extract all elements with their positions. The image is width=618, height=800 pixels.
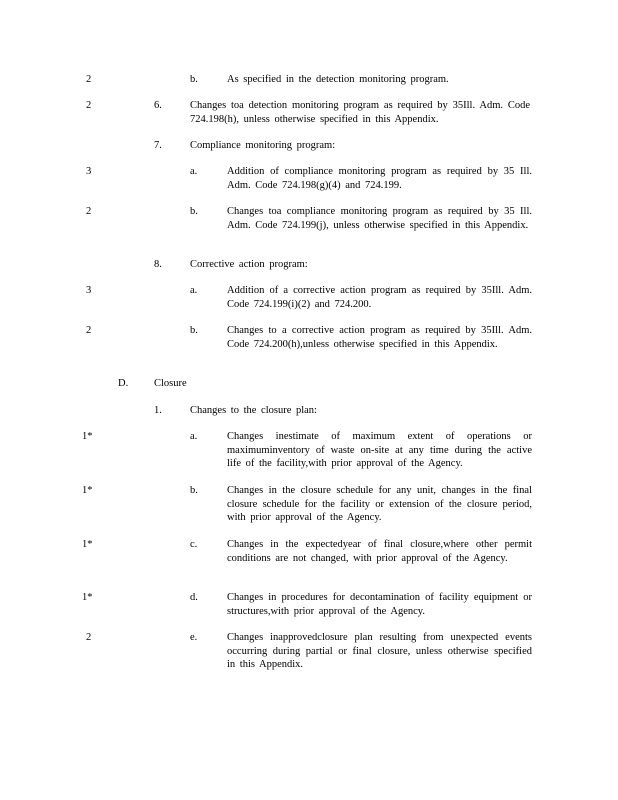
item-text: As specified in the detection monitoring program.	[227, 74, 449, 85]
item-marker: 7.	[154, 140, 162, 151]
item-marker: 1.	[154, 405, 162, 416]
item-text: Addition of a corrective action program as required by 35Ill. Adm. Code 724.199(i)(2) and 724.200.	[227, 285, 532, 310]
item-text: Addition of compliance monitoring program as required by 35 Ill. Adm. Code 724.198(g)(4) and 724.199.	[227, 166, 532, 191]
class-number: 2	[86, 206, 92, 217]
item-marker: c.	[190, 539, 198, 550]
class-number: 3	[86, 285, 92, 296]
item-marker: e.	[190, 632, 198, 643]
item-text: Changes inapprovedclosure plan resulting from unexpected events occurring during partial or final closure, unless otherwise specified in this Appendix.	[227, 632, 532, 671]
class-number: 3	[86, 166, 92, 177]
class-number: 2	[86, 632, 92, 643]
item-text: Changes to the closure plan:	[190, 405, 317, 416]
class-number: 2	[86, 325, 92, 336]
item-text: Changes toa compliance monitoring program as required by 35 Ill. Adm. Code 724.199(j), unless otherwise specified in this Appendix.	[227, 206, 532, 231]
item-marker: b.	[190, 325, 198, 336]
item-marker: a.	[190, 166, 198, 177]
class-number: 1*	[82, 592, 93, 603]
section-marker: D.	[118, 378, 129, 389]
item-text: Corrective action program:	[190, 259, 308, 270]
item-text: Changes in the closure schedule for any unit, changes in the final closure schedule for the facility or extension of the closure period, with prior approval of the Agency.	[227, 485, 532, 524]
class-number: 2	[86, 74, 92, 85]
section-title: Closure	[154, 378, 187, 389]
item-text: Changes inestimate of maximum extent of operations or maximuminventory of waste on-site at any time during the active life of the facility,with prior approval of the Agency.	[227, 431, 532, 470]
item-text: Changes toa detection monitoring program as required by 35Ill. Adm. Code 724.198(h), unless otherwise specified in this Appendix.	[190, 100, 530, 125]
class-number: 1*	[82, 485, 93, 496]
item-text: Compliance monitoring program:	[190, 140, 336, 151]
item-marker: 8.	[154, 259, 162, 270]
item-marker: 6.	[154, 100, 162, 111]
item-text: Changes to a corrective action program as required by 35Ill. Adm. Code 724.200(h),unless otherwise specified in this Appendix.	[227, 325, 532, 350]
item-marker: b.	[190, 206, 198, 217]
class-number: 1*	[82, 431, 93, 442]
item-marker: b.	[190, 74, 198, 85]
class-number: 2	[86, 100, 92, 111]
item-text: Changes in the expectedyear of final closure,where other permit conditions are not changed, with prior approval of the Agency.	[227, 539, 532, 564]
item-marker: b.	[190, 485, 198, 496]
item-marker: d.	[190, 592, 198, 603]
item-marker: a.	[190, 431, 198, 442]
item-text: Changes in procedures for decontamination of facility equipment or structures,with prior approval of the Agency.	[227, 592, 532, 617]
class-number: 1*	[82, 539, 93, 550]
item-marker: a.	[190, 285, 198, 296]
